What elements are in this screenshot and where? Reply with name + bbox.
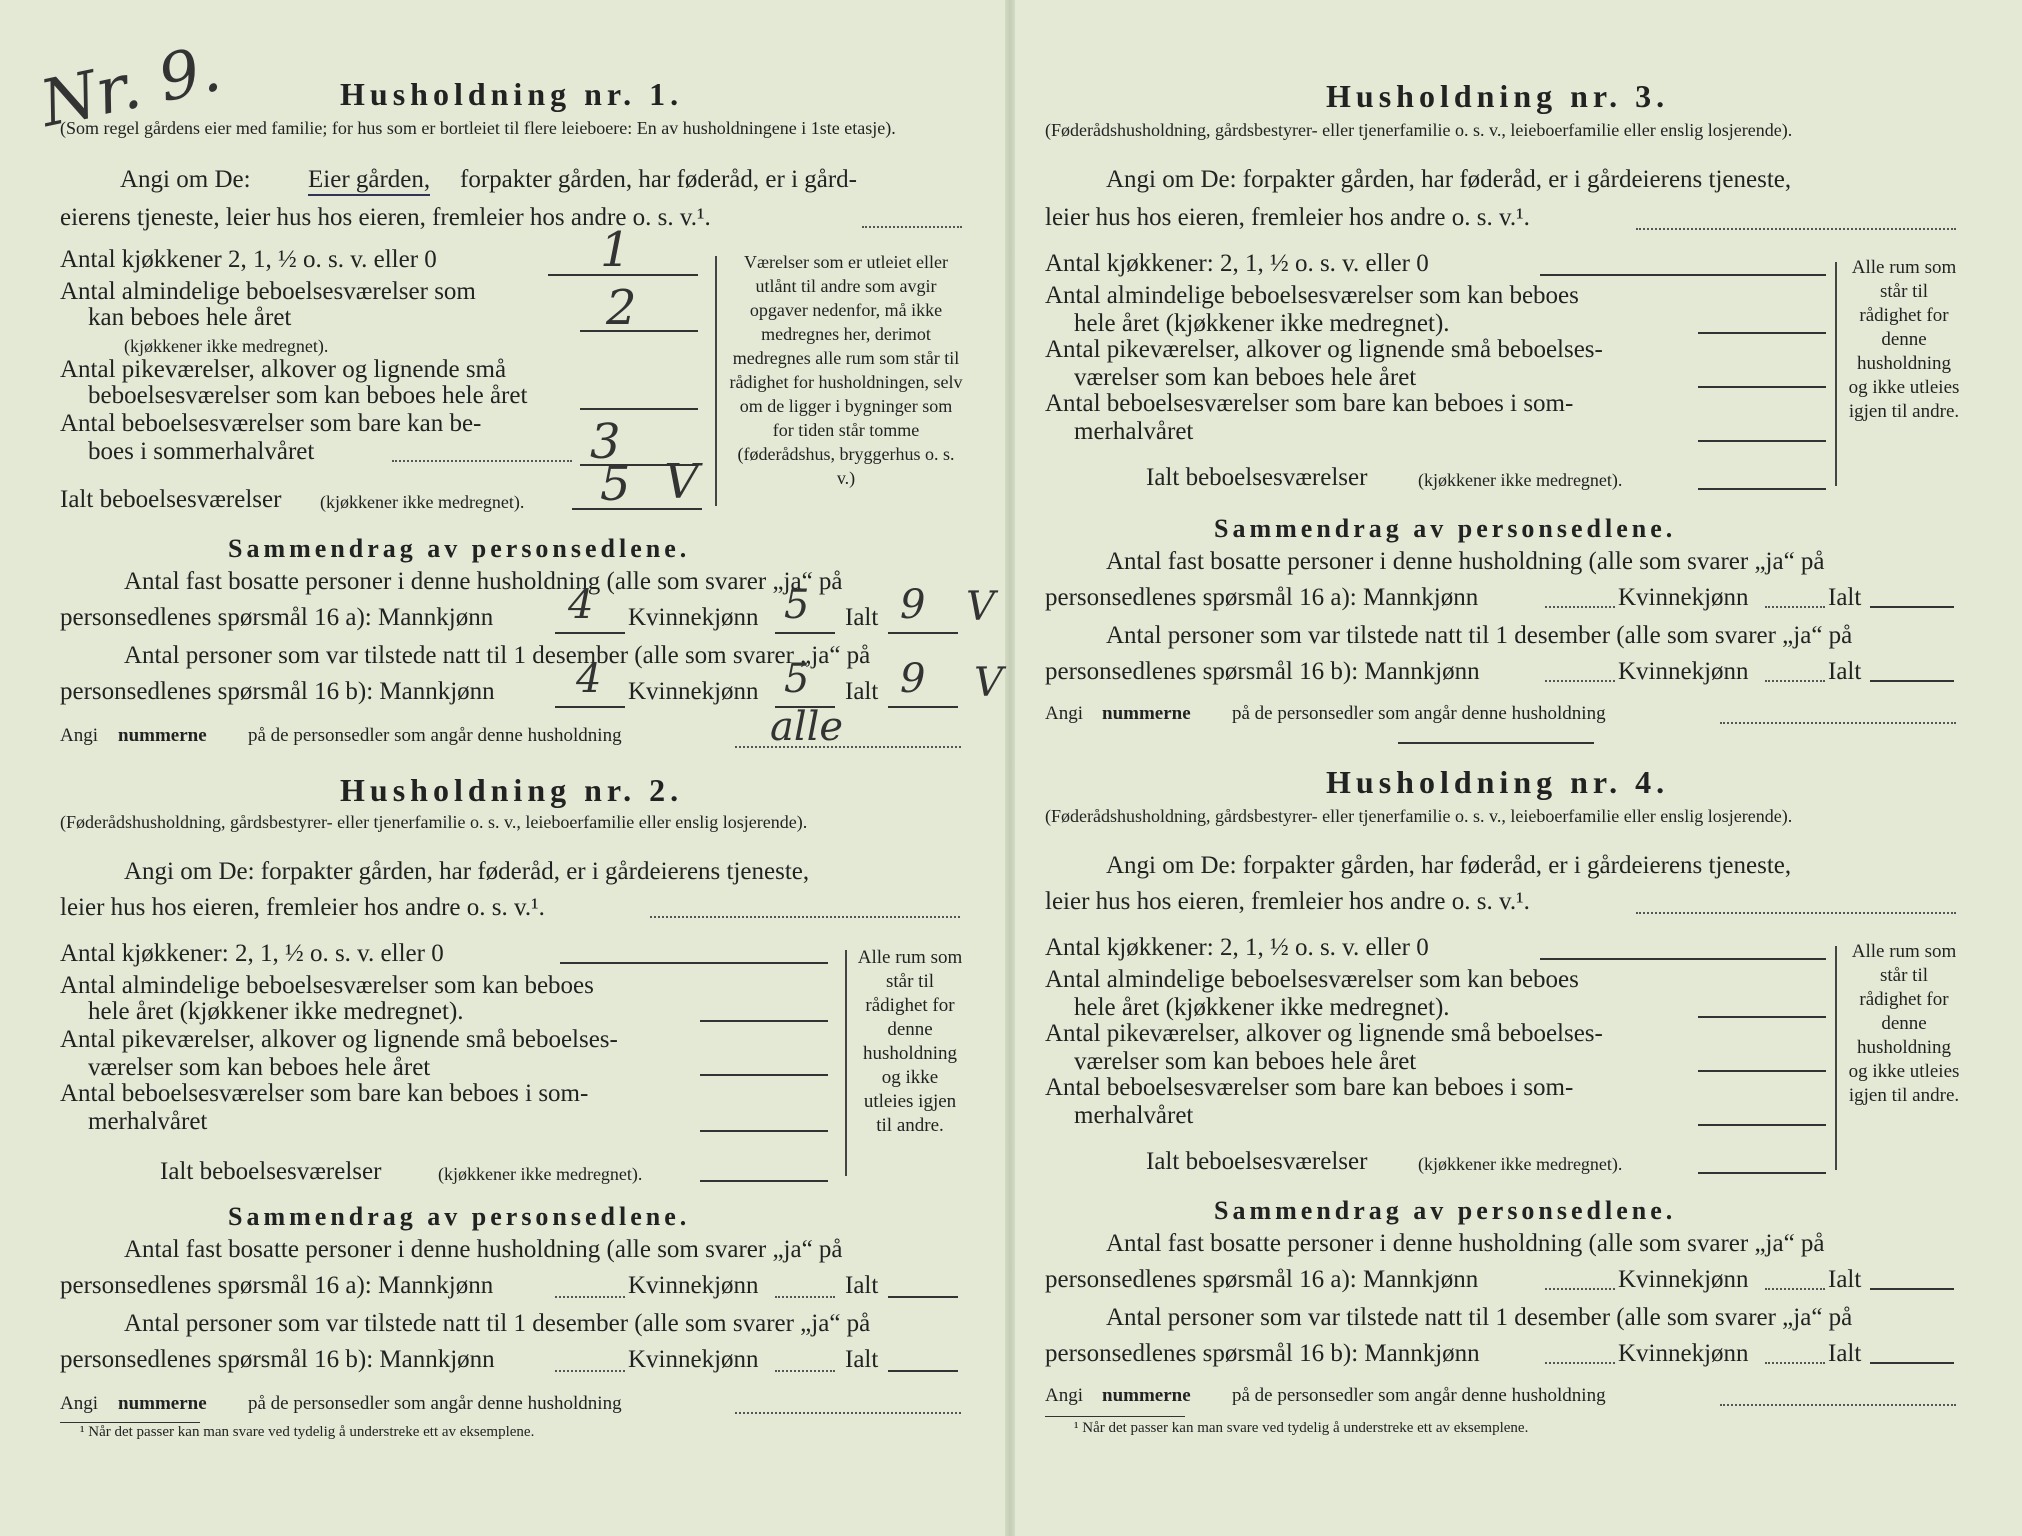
hh1-ialt-note: (kjøkkener ikke medregnet). [320,492,525,512]
hh4-alm-field[interactable] [1698,1016,1826,1018]
hh3-til-kvinne-field[interactable] [1765,680,1825,682]
hh2-sommer-label: Antal beboelsesværelser som bare kan beboes i som- [60,1080,589,1107]
hh1-til-mann-field[interactable] [555,706,625,708]
hh3-sommer-field[interactable] [1698,440,1826,442]
hh1-fast-ialt-label: Ialt [845,604,879,631]
hh1-til-ialt-field[interactable] [888,706,958,708]
hh3-ialt-field[interactable] [1698,488,1826,490]
hh2-brace [845,950,847,1176]
hh4-sommer-label: Antal beboelsesværelser som bare kan beboes i som- [1045,1074,1574,1101]
hh4-angi-label2: leier hus hos eieren, fremleier hos andre o. s. v.¹. [1045,888,1530,915]
hh3-fast-ialt-field[interactable] [1870,606,1954,608]
hh4-ialt-field[interactable] [1698,1172,1826,1174]
hh1-alm-label2: kan beboes hele året [88,304,292,331]
hh3-ialt-note: (kjøkkener ikke medregnet). [1418,470,1623,490]
hh2-fast-kvinne-field[interactable] [775,1296,835,1298]
hh1-fast-ialt-value: 9 [900,582,926,628]
hh1-side-note: Værelser som er utleiet eller utlånt til andre som avgir opgaver nedenfor, må ikke medregnes her, derimot medregnes alle rum som står til rådighet for husholdningen, selv om de ligger i bygninger som for tiden står tomme (føderådshus, bryggerhus o. s. v.) [729,252,963,488]
hh3-til-mann-field[interactable] [1545,680,1615,682]
hh4-kjokken-field[interactable] [1540,958,1826,960]
hh1-alm-field[interactable] [580,330,698,332]
hh1-angi-options: forpakter gården, har føderåd, er i gård- [460,166,858,193]
hh3-alm-label2: hele året (kjøkkener ikke medregnet). [1074,310,1450,337]
hh2-angi-label: Angi om De: forpakter gården, har føderåd, er i gårdeierens tjeneste, [124,858,810,885]
hh4-title: Husholdning nr. 4. [1326,764,1670,800]
hh1-fast-check: V [966,584,995,630]
hh1-sommer-value: 3 [590,414,621,470]
right-page [1010,0,2022,1536]
hh1-tilstede-label: Antal personer som var tilstede natt til 1 desember (alle som svarer „ja“ på [124,642,871,669]
hh1-pike-label2: beboelsesværelser som kan beboes hele året [88,382,528,409]
hh4-alm-label2: hele året (kjøkkener ikke medregnet). [1074,994,1450,1021]
hh1-fast-kvinne-field[interactable] [775,632,835,634]
hh1-fast-label: Antal fast bosatte personer i denne husholdning (alle som svarer „ja“ på [124,568,843,595]
hh3-pike-label: Antal pikeværelser, alkover og lignende små beboelses- [1045,336,1603,363]
hh2-tilstede-label2: personsedlenes spørsmål 16 b): Mannkjønn [60,1346,495,1373]
hh2-ialt-field[interactable] [700,1180,828,1182]
hh1-ialt-value: 5 [600,456,631,512]
hh2-side-note: Alle rum som står til rådighet for denne husholdning og ikke utleies igjen til andre. [857,947,963,1136]
hh3-nummer-bold: nummerne [1102,703,1191,724]
hh1-nummer-angi: Angi [60,725,98,746]
hh1-sommer-dots [392,460,572,462]
hh4-til-kvinne-field[interactable] [1765,1362,1825,1364]
hh4-ialt-note: (kjøkkener ikke medregnet). [1418,1154,1623,1174]
hh3-kjokken-label: Antal kjøkkener: 2, 1, ½ o. s. v. eller 0 [1045,250,1429,277]
hh3-til-ialt-field[interactable] [1870,680,1954,682]
hh2-fast-ialt-field[interactable] [888,1296,958,1298]
hh3-angi-label: Angi om De: forpakter gården, har føderåd, er i gårdeierens tjeneste, [1106,166,1792,193]
hh1-alm-value: 2 [606,280,637,336]
hh1-nummer-bold: nummerne [118,725,207,746]
hh3-fast-kvinne-label: Kvinnekjønn [1618,584,1749,611]
hh2-kjokken-label: Antal kjøkkener: 2, 1, ½ o. s. v. eller 0 [60,940,444,967]
hh2-fast-ialt-label: Ialt [845,1272,879,1299]
hh1-title: Husholdning nr. 1. [340,76,684,112]
hh4-tilstede-label: Antal personer som var tilstede natt til 1 desember (alle som svarer „ja“ på [1106,1304,1853,1331]
hh1-fast-kvinne-label: Kvinnekjønn [628,604,759,631]
hh3-nummer-field[interactable] [1720,722,1956,724]
hh1-tilstede-label2: personsedlenes spørsmål 16 b): Mannkjønn [60,678,495,705]
hh4-tilstede-label2: personsedlenes spørsmål 16 b): Mannkjønn [1045,1340,1480,1367]
hh4-fast-mann-field[interactable] [1545,1288,1615,1290]
hh1-til-check: V [974,660,1003,706]
hh4-alm-label: Antal almindelige beboelsesværelser som kan beboes [1045,966,1579,993]
hh3-alm-label: Antal almindelige beboelsesværelser som kan beboes [1045,282,1579,309]
hh1-fast-label2: personsedlenes spørsmål 16 a): Mannkjønn [60,604,494,631]
hh2-fast-label: Antal fast bosatte personer i denne husholdning (alle som svarer „ja“ på [124,1236,843,1263]
hh3-nummer-text: på de personsedler som angår denne husholdning [1232,703,1606,724]
hh3-til-kvinne-label: Kvinnekjønn [1618,658,1749,685]
hh1-angi-label: Angi om De: [120,166,251,193]
hh3-kjokken-field[interactable] [1540,274,1826,276]
hh4-til-ialt-field[interactable] [1870,1362,1954,1364]
hh4-angi-label: Angi om De: forpakter gården, har føderåd, er i gårdeierens tjeneste, [1106,852,1792,879]
hh2-kjokken-field[interactable] [560,962,828,964]
hh2-sommer-label2: merhalvåret [88,1108,208,1135]
hh1-alm-label: Antal almindelige beboelsesværelser som [60,278,476,305]
hh3-summary-title: Sammendrag av personsedlene. [1214,514,1677,543]
hh2-sommer-field[interactable] [700,1130,828,1132]
hh3-sommer-label2: merhalvåret [1074,418,1194,445]
hh1-nummer-value: alle [770,704,844,750]
hh4-fast-ialt-label: Ialt [1828,1266,1862,1293]
hh1-nummer-text: på de personsedler som angår denne husholdning [248,725,622,746]
hh4-fast-kvinne-label: Kvinnekjønn [1618,1266,1749,1293]
hh1-kjokken-value: 1 [600,222,631,278]
hh2-nummer-angi: Angi [60,1393,98,1414]
hh1-subtitle: (Som regel gårdens eier med familie; for hus som er bortleiet til flere leieboere: En av husholdningene i 1ste etasje). [60,118,896,138]
hh4-nummer-field[interactable] [1720,1404,1956,1406]
hh1-ialt-check: V [664,454,699,510]
hh1-fast-ialt-field[interactable] [888,632,958,634]
hh2-til-kvinne-label: Kvinnekjønn [628,1346,759,1373]
hh4-sommer-field[interactable] [1698,1124,1826,1126]
hh1-til-kvinne-value: 5 [784,656,810,702]
hh1-til-mann-value: 4 [576,656,602,702]
hh2-fast-mann-field[interactable] [555,1296,625,1298]
hh3-side-note: Alle rum som står til rådighet for denne husholdning og ikke utleies igjen til andre. [1848,257,1960,422]
hh4-brace [1835,946,1837,1170]
hh4-nummer-bold: nummerne [1102,1385,1191,1406]
hh3-tilstede-label: Antal personer som var tilstede natt til 1 desember (alle som svarer „ja“ på [1106,622,1853,649]
hh1-sommer-label: Antal beboelsesværelser som bare kan be- [60,410,482,437]
hh1-brace [715,256,717,506]
hh2-pike-label: Antal pikeværelser, alkover og lignende små beboelses- [60,1026,618,1053]
hh3-tilstede-label2: personsedlenes spørsmål 16 b): Mannkjønn [1045,658,1480,685]
hh2-pike-field[interactable] [700,1074,828,1076]
left-page [0,0,1010,1536]
hh4-fast-ialt-field[interactable] [1870,1288,1954,1290]
hh2-til-ialt-field[interactable] [888,1370,958,1372]
hh1-kjokken-label: Antal kjøkkener 2, 1, ½ o. s. v. eller 0 [60,246,437,273]
hh2-ialt-note: (kjøkkener ikke medregnet). [438,1164,643,1184]
hh2-subtitle: (Føderådshusholdning, gårdsbestyrer- eller tjenerfamilie o. s. v., leieboerfamilie eller enslig losjerende). [60,812,808,832]
footnote-rule-right [1045,1416,1185,1417]
hh1-alm-note: (kjøkkener ikke medregnet). [124,336,329,356]
hh4-fast-label2: personsedlenes spørsmål 16 a): Mannkjønn [1045,1266,1479,1293]
hh2-summary-title: Sammendrag av personsedlene. [228,1202,691,1231]
hh3-nummer-angi: Angi [1045,703,1083,724]
hh1-til-ialt-value: 9 [900,656,926,702]
hh4-nummer-text: på de personsedler som angår denne husholdning [1232,1385,1606,1406]
hh4-til-ialt-label: Ialt [1828,1340,1862,1367]
hh3-subtitle: (Føderådshusholdning, gårdsbestyrer- eller tjenerfamilie o. s. v., leieboerfamilie eller enslig losjerende). [1045,120,1793,140]
margin-note-handwritten: Nr. 9. [34,31,228,143]
hh1-nummer-field[interactable] [735,746,961,748]
hh2-alm-label: Antal almindelige beboelsesværelser som kan beboes [60,972,594,999]
hh4-angi-field[interactable] [1636,912,1956,914]
hh4-til-mann-field[interactable] [1545,1362,1615,1364]
hh3-angi-label2: leier hus hos eieren, fremleier hos andre o. s. v.¹. [1045,204,1530,231]
hh2-pike-label2: værelser som kan beboes hele året [88,1054,431,1081]
footnote-left: ¹ Når det passer kan man svare ved tydelig å understreke ett av eksemplene. [80,1424,535,1440]
hh2-alm-label2: hele året (kjøkkener ikke medregnet). [88,998,464,1025]
hh2-nummer-text: på de personsedler som angår denne husholdning [248,1393,622,1414]
hh1-angi-dots [862,226,962,228]
hh2-nummer-field[interactable] [735,1412,961,1414]
hh3-alm-field[interactable] [1698,332,1826,334]
hh2-til-mann-field[interactable] [555,1370,625,1372]
hh2-title: Husholdning nr. 2. [340,772,684,808]
hh3-fast-label2: personsedlenes spørsmål 16 a): Mannkjønn [1045,584,1479,611]
hh1-option-eier[interactable]: Eier gården, [308,166,430,196]
hh3-brace [1835,262,1837,486]
hh4-ialt-label: Ialt beboelsesværelser [1146,1148,1368,1175]
hh4-pike-label: Antal pikeværelser, alkover og lignende små beboelses- [1045,1020,1603,1047]
hh1-ialt-label: Ialt beboelsesværelser [60,486,282,513]
hh4-side-note: Alle rum som står til rådighet for denne husholdning og ikke utleies igjen til andre. [1848,941,1960,1106]
hh3-angi-field[interactable] [1636,228,1956,230]
hh2-til-kvinne-field[interactable] [775,1370,835,1372]
hh4-til-kvinne-label: Kvinnekjønn [1618,1340,1749,1367]
hh4-sommer-label2: merhalvåret [1074,1102,1194,1129]
hh4-subtitle: (Føderådshusholdning, gårdsbestyrer- eller tjenerfamilie o. s. v., leieboerfamilie eller enslig losjerende). [1045,806,1793,826]
hh3-fast-kvinne-field[interactable] [1765,606,1825,608]
hh1-angi-options-cont: eierens tjeneste, leier hus hos eieren, fremleier hos andre o. s. v.¹. [60,204,711,231]
hh1-pike-label: Antal pikeværelser, alkover og lignende små [60,356,507,383]
hh3-title: Husholdning nr. 3. [1326,78,1670,114]
hh1-fast-mann-value: 4 [568,582,594,628]
hh1-fast-kvinne-value: 5 [784,582,810,628]
hh3-sommer-label: Antal beboelsesværelser som bare kan beboes i som- [1045,390,1574,417]
hh4-summary-title: Sammendrag av personsedlene. [1214,1196,1677,1225]
hh4-pike-label2: værelser som kan beboes hele året [1074,1048,1417,1075]
hh3-pike-field[interactable] [1698,386,1826,388]
hh4-nummer-angi: Angi [1045,1385,1083,1406]
hh1-summary-title: Sammendrag av personsedlene. [228,534,691,563]
hh4-fast-label: Antal fast bosatte personer i denne husholdning (alle som svarer „ja“ på [1106,1230,1825,1257]
hh4-fast-kvinne-field[interactable] [1765,1288,1825,1290]
hh1-sommer-label2: boes i sommerhalvåret [88,438,315,465]
hh3-ialt-label: Ialt beboelsesværelser [1146,464,1368,491]
hh2-angi-label2: leier hus hos eieren, fremleier hos andre o. s. v.¹. [60,894,545,921]
hh2-til-ialt-label: Ialt [845,1346,879,1373]
hh2-fast-kvinne-label: Kvinnekjønn [628,1272,759,1299]
hh4-kjokken-label: Antal kjøkkener: 2, 1, ½ o. s. v. eller 0 [1045,934,1429,961]
hh1-til-kvinne-label: Kvinnekjønn [628,678,759,705]
hh2-tilstede-label: Antal personer som var tilstede natt til 1 desember (alle som svarer „ja“ på [124,1310,871,1337]
hh3-til-ialt-label: Ialt [1828,658,1862,685]
hh3-fast-label: Antal fast bosatte personer i denne husholdning (alle som svarer „ja“ på [1106,548,1825,575]
hh1-pike-field[interactable] [580,408,698,410]
hh2-nummer-bold: nummerne [118,1393,207,1414]
hh1-til-ialt-label: Ialt [845,678,879,705]
hh2-alm-field[interactable] [700,1020,828,1022]
hh3-fast-ialt-label: Ialt [1828,584,1862,611]
hh1-fast-mann-field[interactable] [555,632,625,634]
hh4-pike-field[interactable] [1698,1070,1826,1072]
hh2-angi-field[interactable] [650,916,960,918]
hh3-separator [1398,742,1594,744]
hh2-ialt-label: Ialt beboelsesværelser [160,1158,382,1185]
footnote-right: ¹ Når det passer kan man svare ved tydelig å understreke ett av eksemplene. [1074,1420,1529,1436]
hh2-fast-label2: personsedlenes spørsmål 16 a): Mannkjønn [60,1272,494,1299]
hh3-fast-mann-field[interactable] [1545,606,1615,608]
footnote-rule-left [60,1422,200,1423]
hh3-pike-label2: værelser som kan beboes hele året [1074,364,1417,391]
